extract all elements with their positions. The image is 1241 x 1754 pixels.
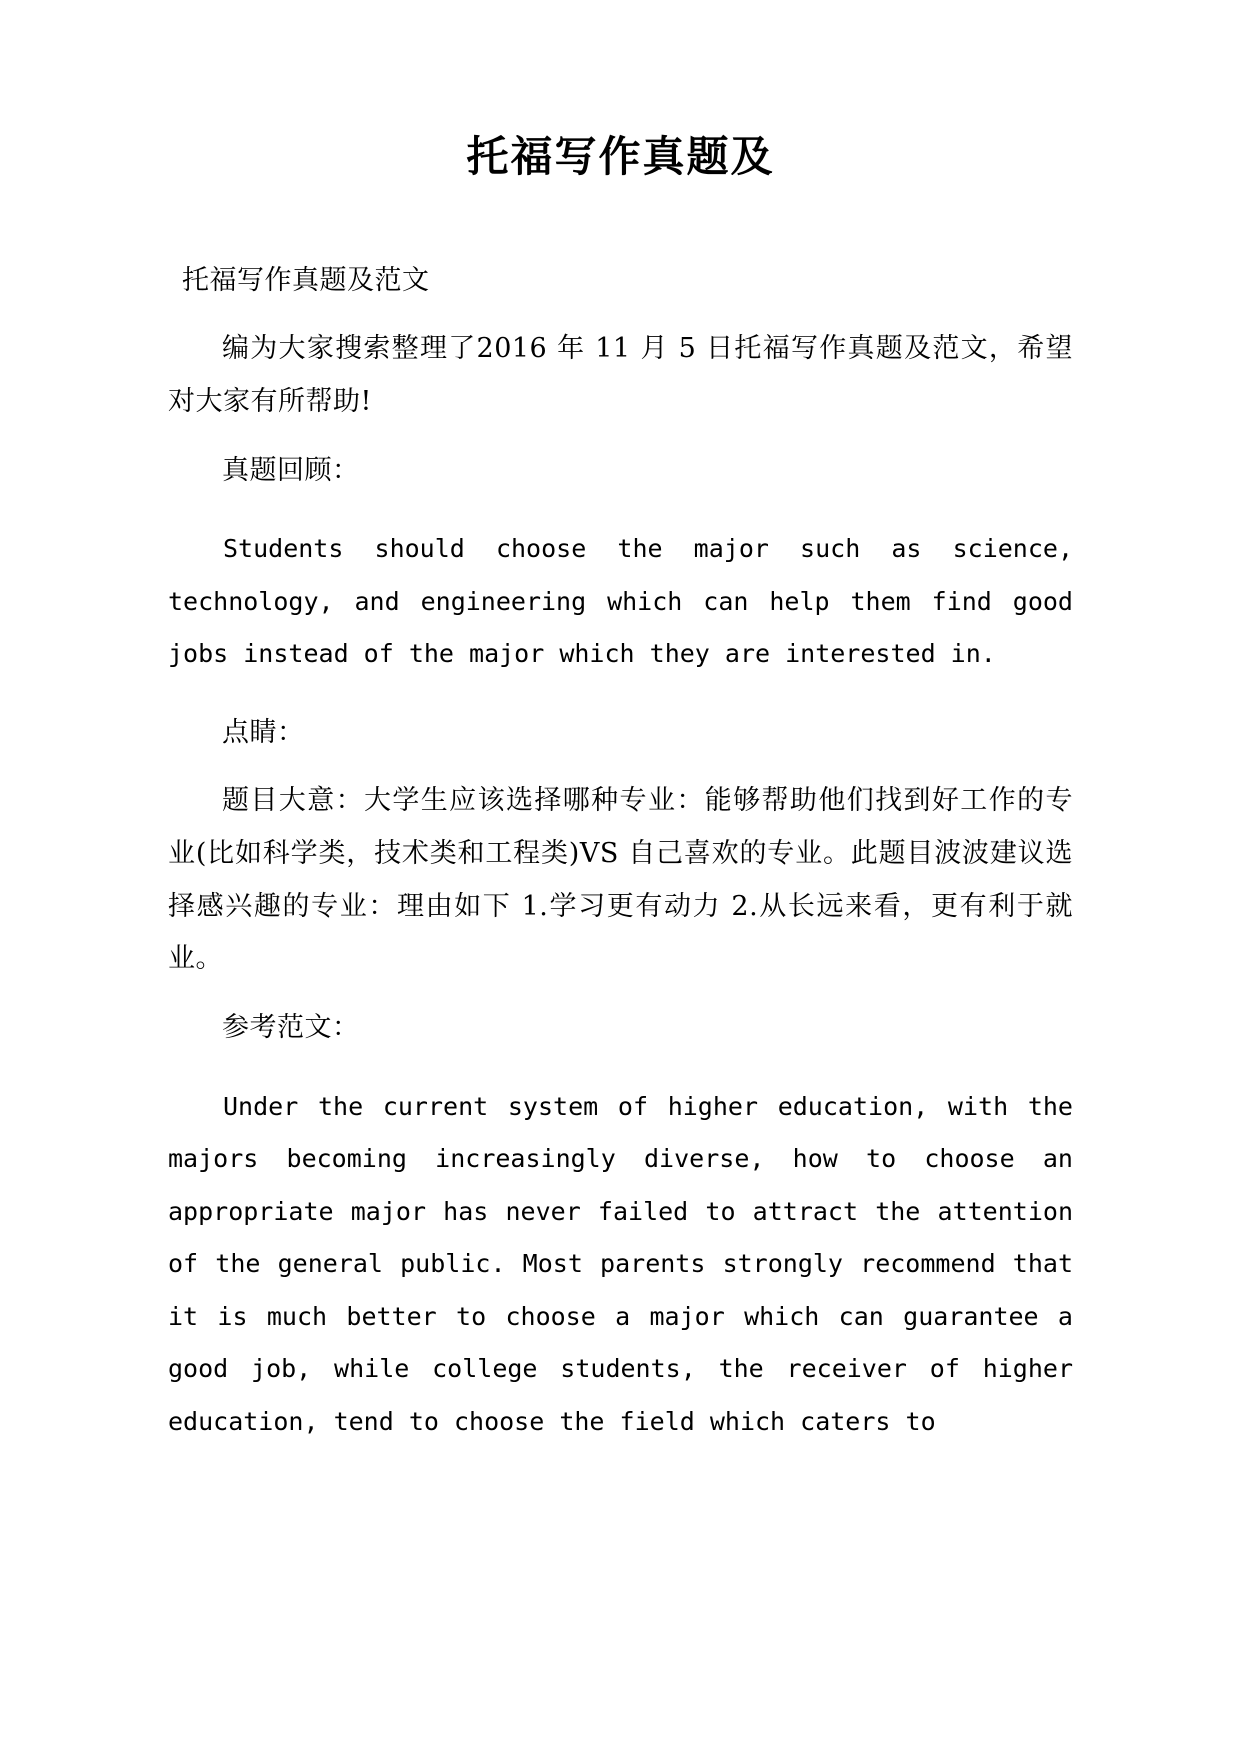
prompt-text: Students should choose the major such as science, technology, and engineering which can help them find good jobs instead of the major which they are interested in.	[168, 534, 1073, 669]
section-label-sample: 参考范文：	[222, 1011, 360, 1043]
spacer	[168, 759, 1073, 775]
section-label-prompt: 真题回顾：	[222, 454, 360, 486]
spacer	[168, 429, 1073, 445]
spacer	[168, 986, 1073, 1002]
sample-essay-paragraph: Under the current system of higher education, with the majors becoming increasingly diverse, how to choose an appropriate major has never failed to attract the attention of the general public. Most parents strongly recommend that it is much better to choose a major which can guarantee a good job, while college students, the receiver of higher education, tend to choose the field which caters to	[168, 1091, 1073, 1436]
page-title: 托福写作真题及	[466, 132, 775, 181]
section-label-analysis: 点睛：	[222, 716, 305, 748]
subtitle-line: 托福写作真题及范文	[182, 264, 430, 296]
spacer	[168, 681, 1073, 707]
spacer	[168, 307, 1073, 323]
intro-paragraph: 编为大家搜索整理了2016 年 11 月 5 日托福写作真题及范文，希望对大家有所帮助!	[168, 333, 1073, 417]
spacer	[168, 1055, 1073, 1081]
spacer	[168, 497, 1073, 523]
analysis-paragraph: 题目大意：大学生应该选择哪种专业：能够帮助他们找到好工作的专业(比如科学类，技术类和工程类)VS 自己喜欢的专业。此题目波波建议选择感兴趣的专业：理由如下 1.学习更有动力 2.从长远来看，更有利于就业。	[168, 785, 1073, 975]
